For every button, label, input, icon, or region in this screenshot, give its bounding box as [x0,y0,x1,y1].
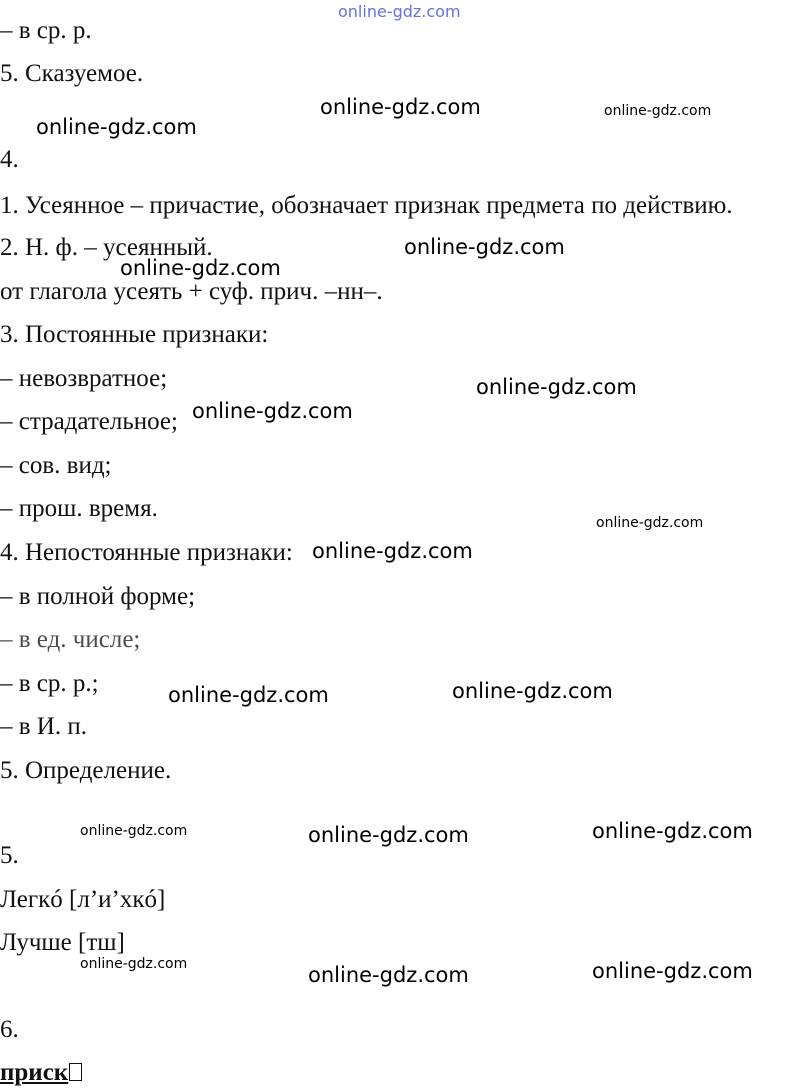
watermark: online-gdz.com [308,963,469,987]
doc-line-17: 5. Определение. [0,757,172,784]
watermark: online-gdz.com [168,683,329,707]
doc-line-18: 5. [0,842,19,869]
doc-line-22 [0,1058,82,1088]
doc-line-2: 5. Сказуемое. [0,60,144,87]
doc-line-20: Лучше [тш] [0,929,125,956]
doc-line-12: 4. Непостоянные признаки: [0,539,293,566]
watermark: online-gdz.com [120,256,281,280]
missing-glyph-icon [69,1063,82,1081]
doc-line-3: 4. [0,146,19,173]
doc-line-15: – в ср. р.; [0,670,99,697]
doc-line-9: – страдательное; [0,408,178,435]
watermark: online-gdz.com [192,399,353,423]
watermark: online-gdz.com [592,959,753,983]
doc-line-13: – в полной форме; [0,583,196,610]
watermark: online-gdz.com [592,819,753,843]
doc-line-10: – сов. вид; [0,452,112,479]
watermark: online-gdz.com [80,956,188,972]
watermark: online-gdz.com [404,235,565,259]
doc-line-19: Легкó [л’и’хкó] [0,886,166,913]
watermark: online-gdz.com [308,823,469,847]
watermark: online-gdz.com [476,375,637,399]
doc-line-22-text: приск [0,1059,69,1086]
watermark: online-gdz.com [596,515,704,531]
watermark: online-gdz.com [80,823,188,839]
doc-line-7: 3. Постоянные признаки: [0,321,269,348]
doc-line-16: – в И. п. [0,713,87,740]
doc-line-6: от глагола усеять + суф. прич. –нн–. [0,278,383,305]
doc-line-21: 6. [0,1016,19,1043]
watermark: online-gdz.com [452,679,613,703]
doc-line-5: 2. Н. ф. – усеянный. [0,234,213,261]
doc-line-8: – невозвратное; [0,365,168,392]
watermark: online-gdz.com [312,539,473,563]
watermark: online-gdz.com [604,103,712,119]
watermark-top: online-gdz.com [338,2,461,21]
watermark: online-gdz.com [36,115,197,139]
doc-line-14: – в ед. числе; [0,626,141,653]
watermark: online-gdz.com [320,95,481,119]
doc-line-11: – прош. время. [0,495,158,522]
doc-line-1: – в ср. р. [0,17,92,44]
doc-line-4: 1. Усеянное – причастие, обозначает признак предмета по действию. [0,192,733,219]
